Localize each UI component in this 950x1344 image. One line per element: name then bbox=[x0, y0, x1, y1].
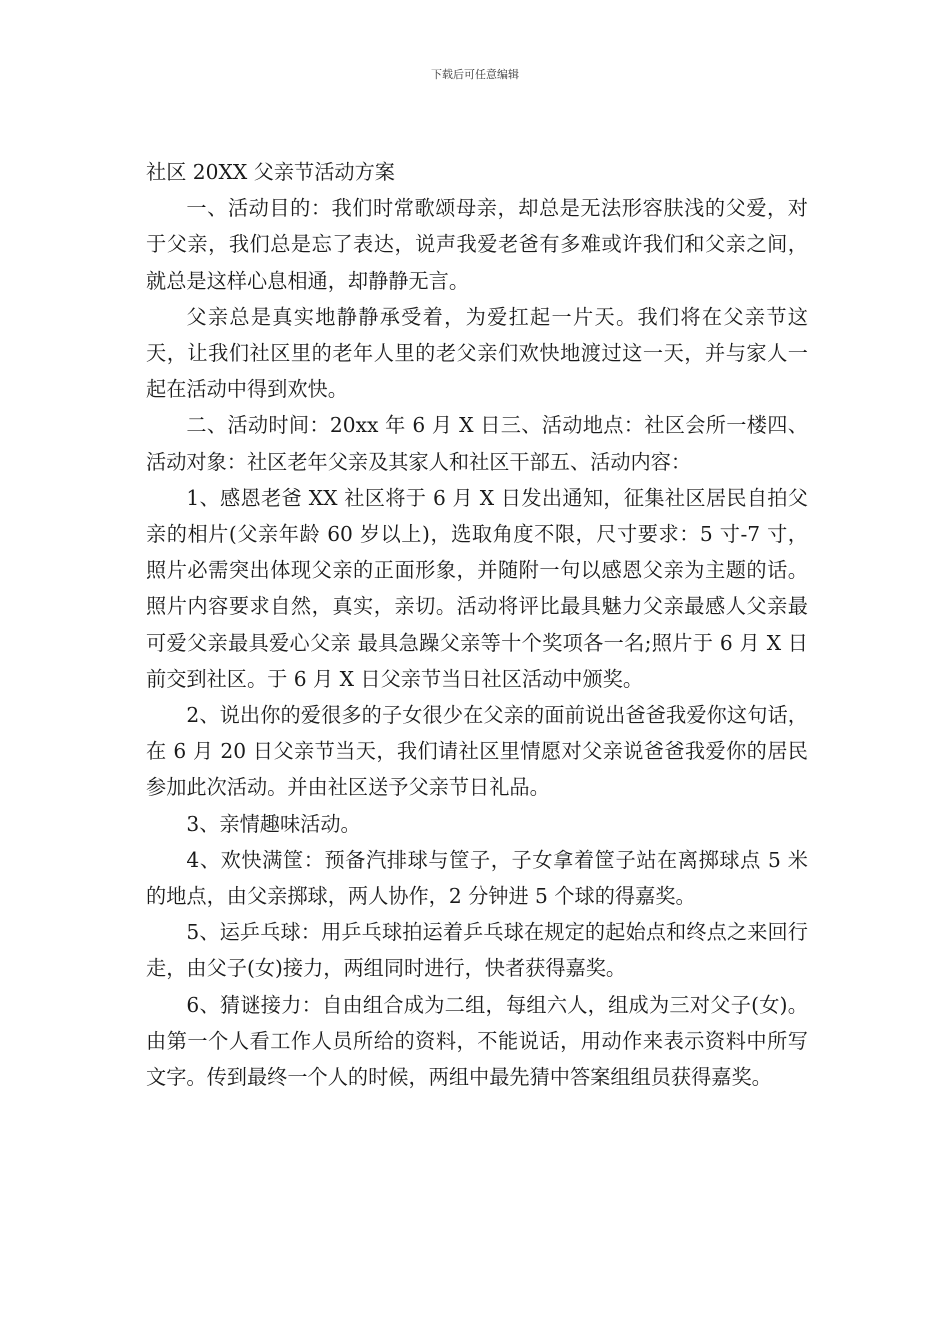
paragraph-item-1: 1、感恩老爸 XX 社区将于 6 月 X 日发出通知，征集社区居民自拍父亲的相片(父亲年龄 60 岁以上)，选取角度不限，尺寸要求：5 寸-7 寸，照片必需突出体现父亲的正面形象，并随附一句以感恩父亲为主题的话。照片内容要求自然，真实，亲切。活动将评比最具魅力父亲最感人父亲最可爱父亲最具爱心父亲 最具急躁父亲等十个奖项各一名;照片于 6 月 X 日前交到社区。于 6 月 X 日父亲节当日社区活动中颁奖。 bbox=[146, 485, 808, 691]
paragraph-item-6: 6、猜谜接力：自由组合成为二组，每组六人，组成为三对父子(女)。由第一个人看工作人员所给的资料，不能说话，用动作来表示资料中所写文字。传到最终一个人的时候，两组中最先猜中答案组组员获得嘉奖。 bbox=[146, 992, 808, 1090]
paragraph-item-5: 5、运乒乓球：用乒乓球拍运着乒乓球在规定的起始点和终点之来回行走，由父子(女)接力，两组同时进行，快者获得嘉奖。 bbox=[146, 920, 808, 981]
paragraph-item-4: 4、欢快满筐：预备汽排球与筐子，子女拿着筐子站在离掷球点 5 米的地点，由父亲掷球，两人协作，2 分钟进 5 个球的得嘉奖。 bbox=[146, 847, 808, 909]
paragraph-item-3: 3、亲情趣味活动。 bbox=[186, 811, 361, 836]
paragraph-time-place-target: 二、活动时间：20xx 年 6 月 X 日三、活动地点：社区会所一楼四、活动对象：社区老年父亲及其家人和社区干部五、活动内容： bbox=[146, 413, 808, 474]
document-title: 社区 20XX 父亲节活动方案 bbox=[146, 160, 395, 184]
paragraph-purpose: 一、活动目的：我们时常歌颂母亲，却总是无法形容肤浅的父爱，对于父亲，我们总是忘了表达，说声我爱老爸有多难或许我们和父亲之间，就总是这样心息相通，却静静无言。 bbox=[146, 196, 808, 293]
page-header-note: 下载后可任意编辑 bbox=[431, 68, 519, 81]
paragraph-item-2: 2、说出你的爱很多的子女很少在父亲的面前说出爸爸我爱你这句话，在 6 月 20 日父亲节当天，我们请社区里情愿对父亲说爸爸我爱你的居民参加此次活动。并由社区送予父亲节日礼品。 bbox=[146, 703, 808, 800]
document-body bbox=[146, 154, 808, 1095]
paragraph-father-day: 父亲总是真实地静静承受着，为爱扛起一片天。我们将在父亲节这天，让我们社区里的老年人里的老父亲们欢快地渡过这一天，并与家人一起在活动中得到欢快。 bbox=[146, 304, 808, 402]
